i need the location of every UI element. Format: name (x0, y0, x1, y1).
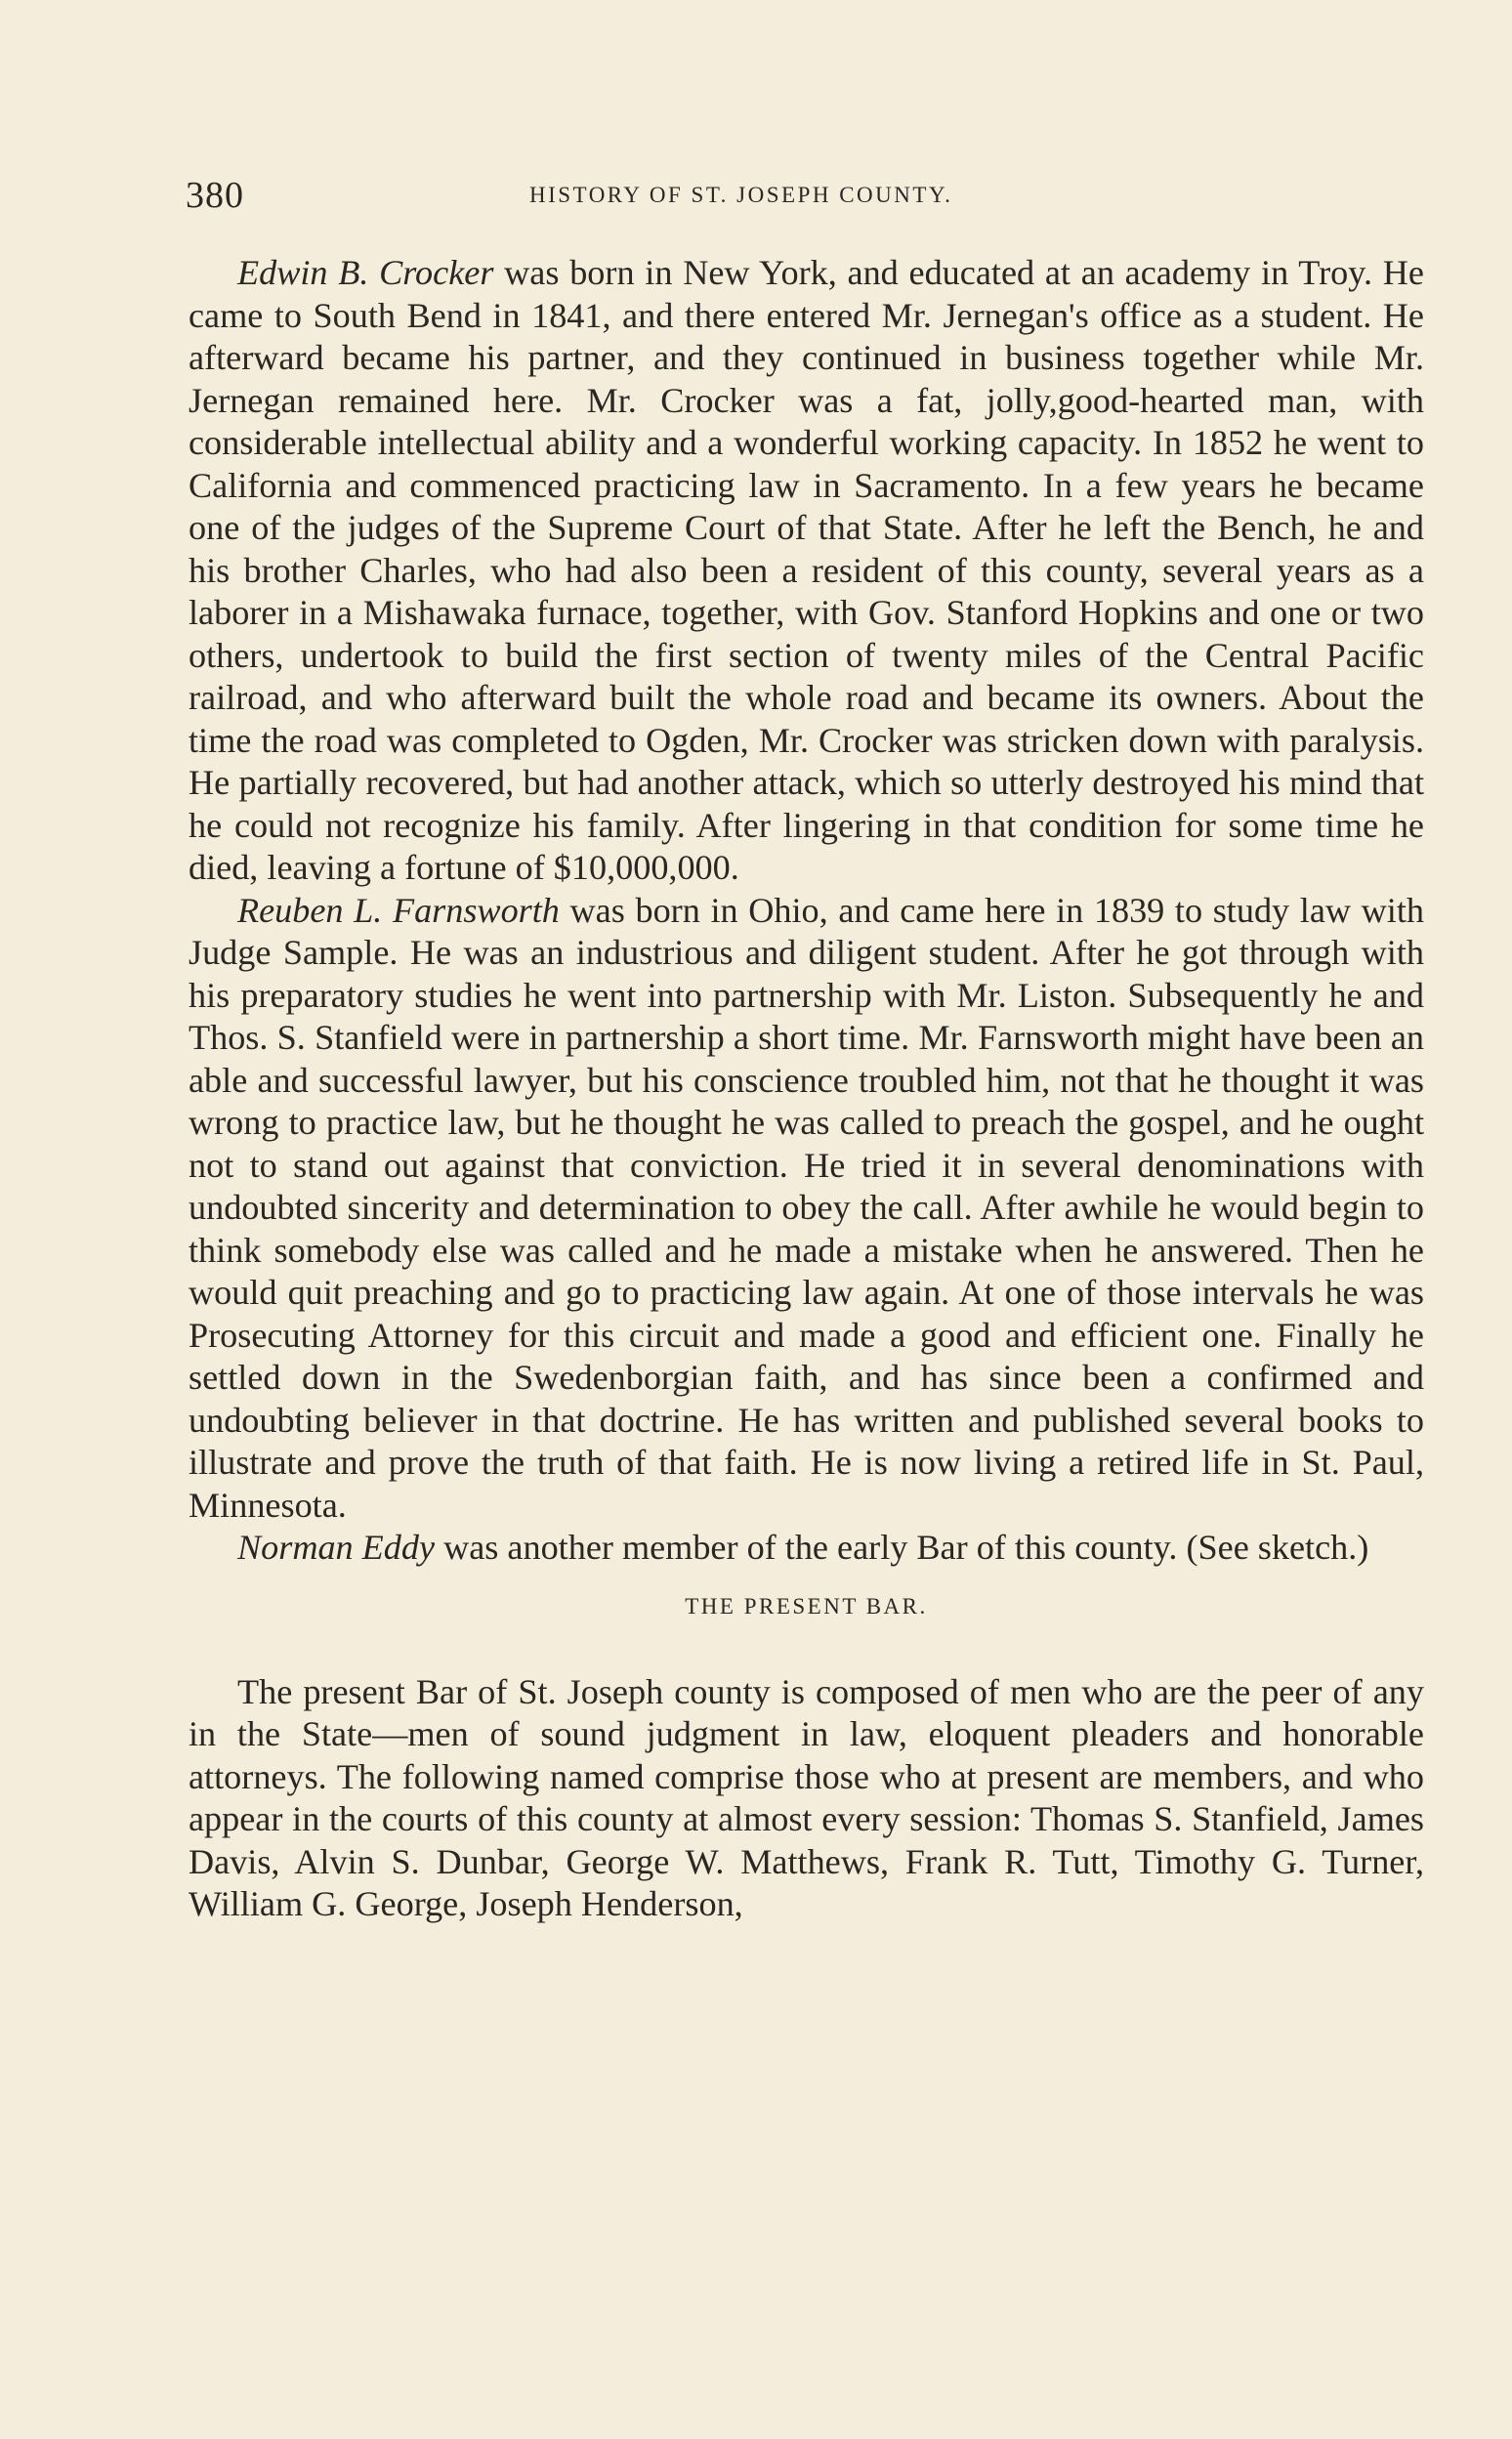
paragraph-eddy (189, 1527, 1424, 1570)
person-name: Norman Eddy (237, 1528, 436, 1567)
body-text (189, 252, 1424, 1926)
paragraph-crocker (189, 252, 1424, 890)
section-heading: THE PRESENT BAR. (685, 1593, 928, 1619)
paragraph-present-bar: The present Bar of St. Joseph county is composed of men who are the peer of any in the State—men of sound judgment in law, eloquent pleaders and honorable attorneys. The following named comprise those who at present are members, and who appear in the courts of this county at almost every session: Thomas S. Stanfield, James Davis, Alvin S. Dunbar, George W. Matthews, Frank R. Tutt, Timothy G. Turner, William G. George, Joseph Henderson, (189, 1671, 1424, 1923)
person-name: Edwin B. Crocker (237, 253, 494, 292)
running-title: HISTORY OF ST. JOSEPH COUNTY. (529, 183, 953, 207)
paragraph-text: was another member of the early Bar of this county. (See sketch.) (435, 1528, 1369, 1567)
page-number: 380 (186, 175, 244, 216)
paragraph-text: was born in New York, and educated at an academy in Troy. He came to South Bend in 1841, and there entered Mr. Jernegan's office as a student. He afterward became his partner, and they continued in business together while Mr. Jernegan remained here. Mr. Crocker was a fat, jolly,good-hearted man, with considerable intellectual ability and a wonderful working capacity. In 1852 he went to California and commenced practicing law in Sacramento. In a few years he became one of the judges of the Supreme Court of that State. After he left the Bench, he and his brother Charles, who had also been a resident of this county, several years as a laborer in a Mishawaka furnace, together, with Gov. Stanford Hopkins and one or two others, undertook to build the first section of twenty miles of the Central Pacific railroad, and who afterward built the whole road and became its owners. About the time the road was completed to Ogden, Mr. Crocker was stricken down with paralysis. He partially recovered, but had another attack, which so utterly destroyed his mind that he could not recognize his family. After lingering in that condition for some time he died, leaving a fortune of $10,000,000. (189, 253, 1424, 887)
paragraph-text: was born in Ohio, and came here in 1839 to study law with Judge Sample. He was an industrious and diligent student. After he got through with his preparatory studies he went into partnership with Mr. Liston. Subsequently he and Thos. S. Stanfield were in partnership a short time. Mr. Farnsworth might have been an able and successful lawyer, but his conscience troubled him, not that he thought it was wrong to practice law, but he thought he was called to preach the gospel, and he ought not to stand out against that conviction. He tried it in several denominations with undoubted sincerity and determination to obey the call. After awhile he would begin to think somebody else was called and he made a mistake when he answered. Then he would quit preaching and go to practicing law again. At one of those intervals he was Prosecuting Attorney for this circuit and made a good and efficient one. Finally he settled down in the Swedenborgian faith, and has since been a confirmed and undoubting believer in that doctrine. He has written and published several books to illustrate and prove the truth of that faith. He is now living a retired life in St. Paul, Minnesota. (189, 890, 1425, 1525)
page-header (186, 174, 1426, 229)
person-name: Reuben L. Farnsworth (237, 890, 560, 930)
paragraph-farnsworth (189, 890, 1424, 1528)
